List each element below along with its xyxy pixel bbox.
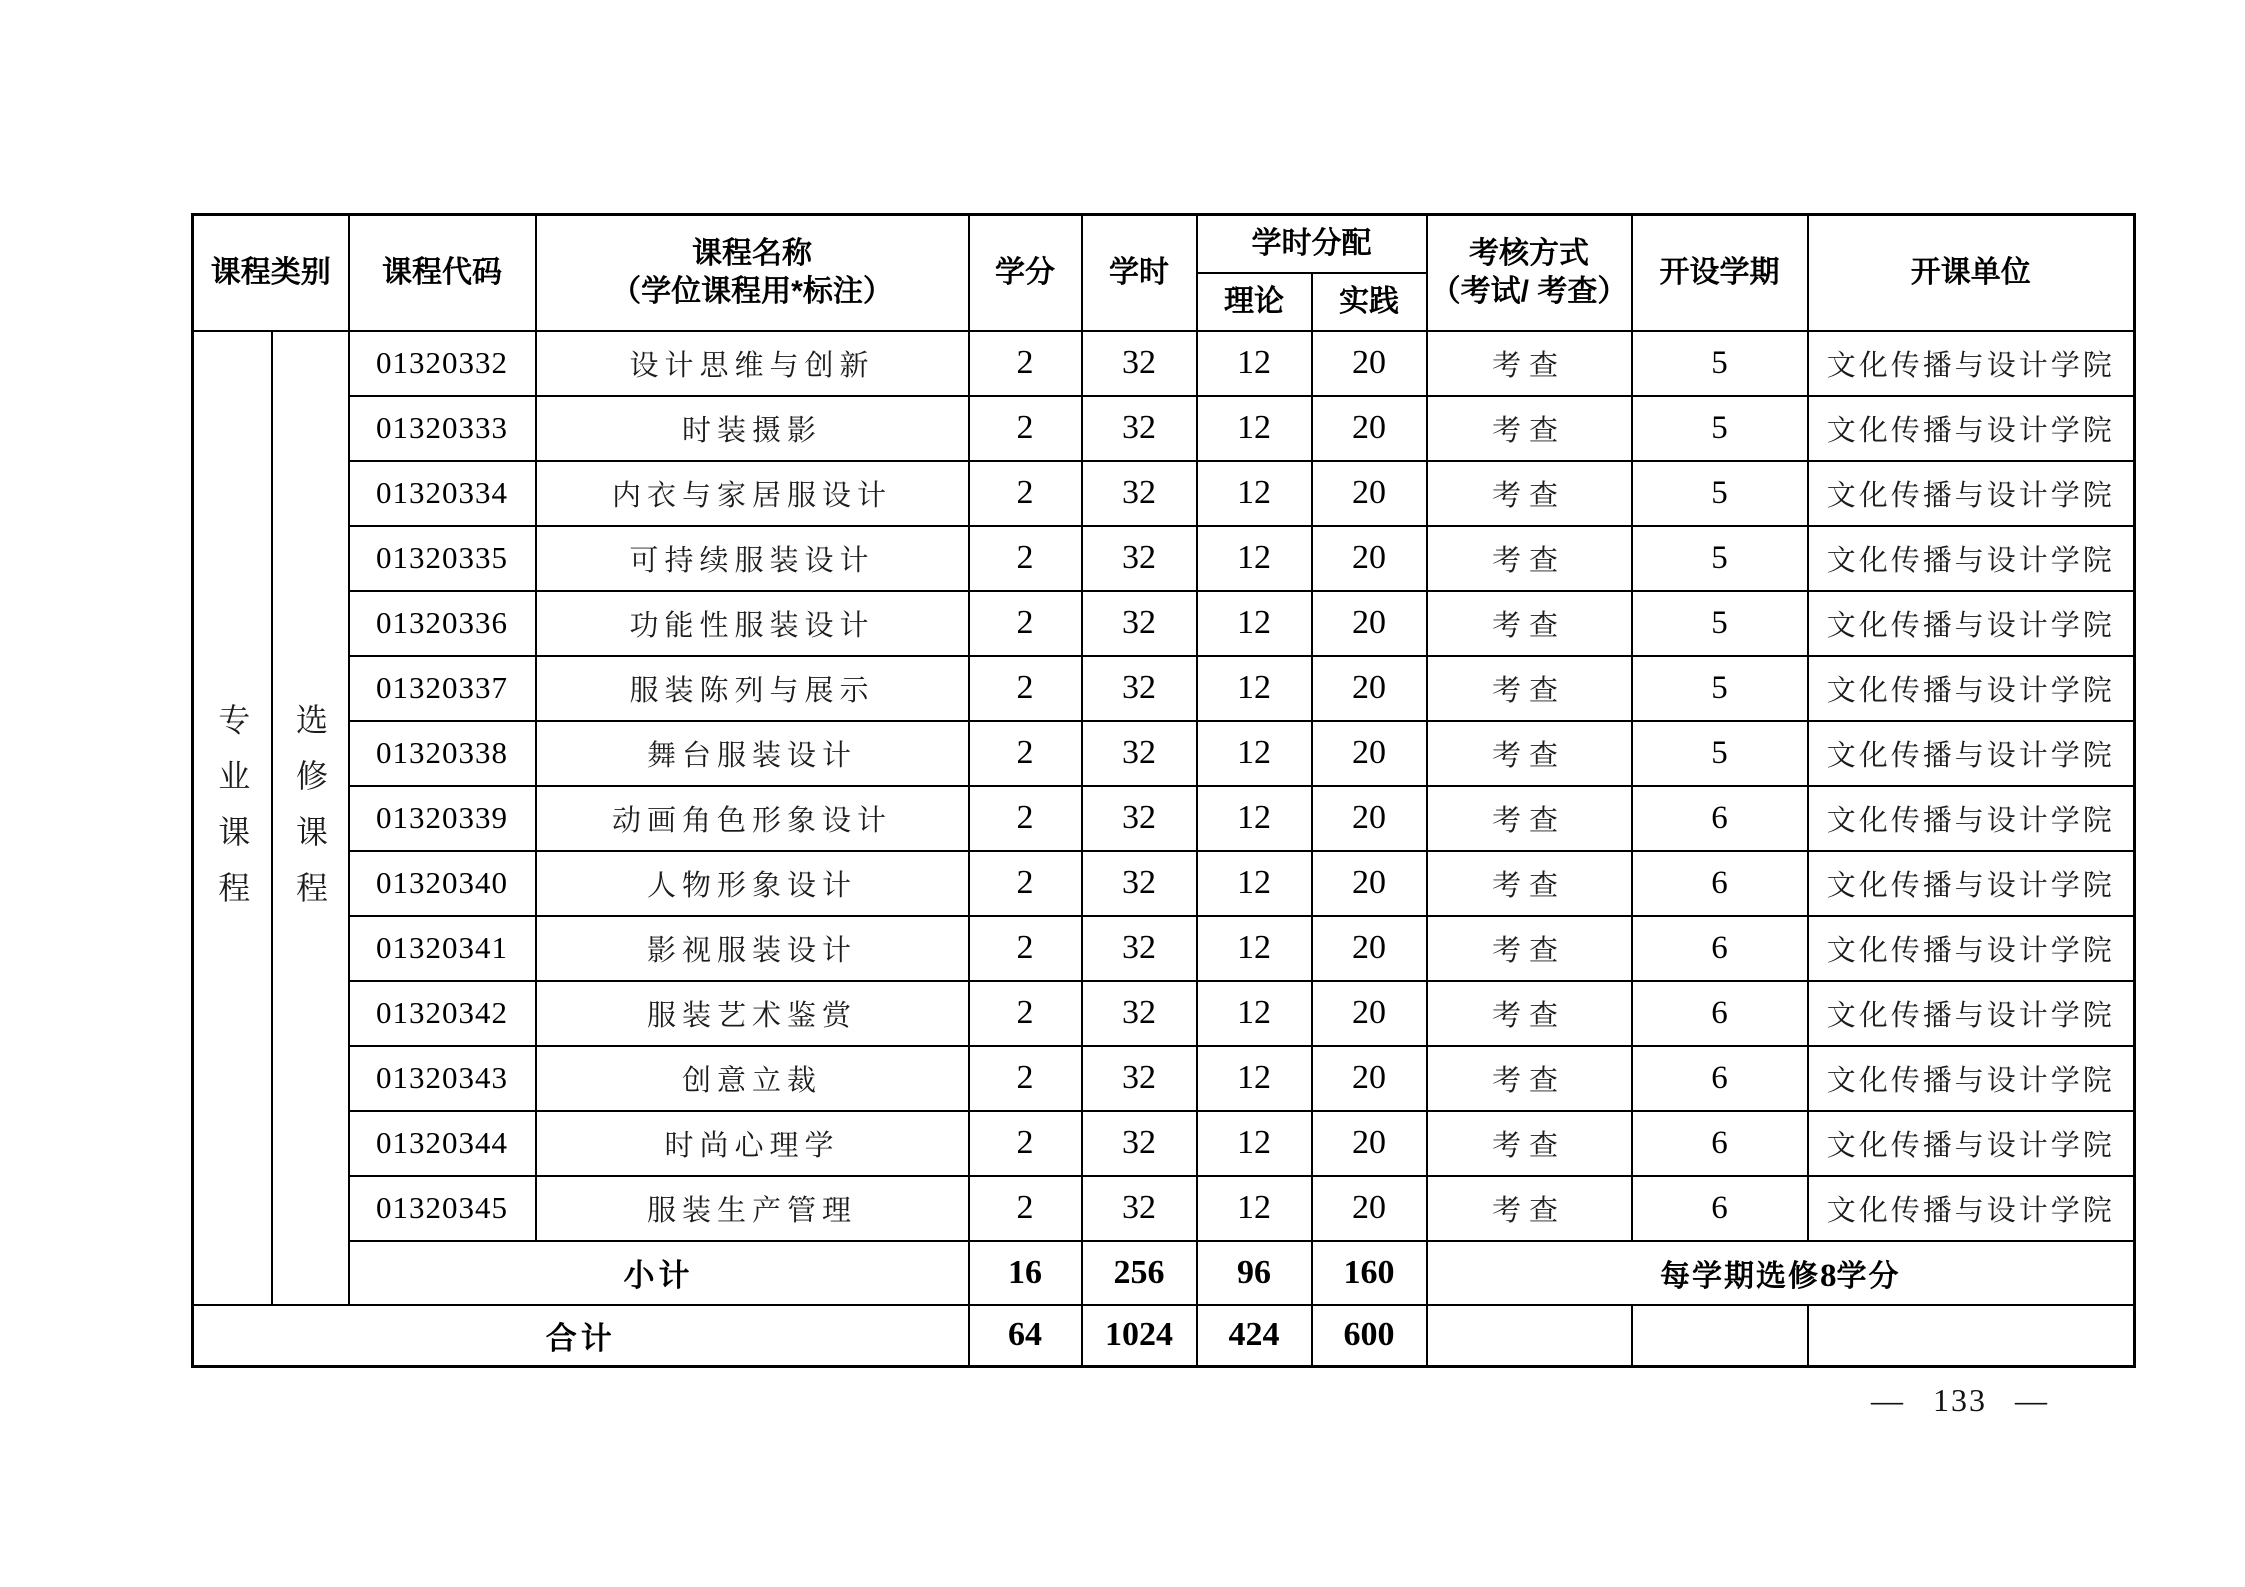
theory-cell: 12 xyxy=(1197,461,1312,526)
assessment-cell: 考查 xyxy=(1427,1111,1632,1176)
header-course-code: 课程代码 xyxy=(349,215,536,331)
hours-cell: 32 xyxy=(1082,1176,1197,1241)
course-row xyxy=(193,916,2135,981)
semester-cell: 5 xyxy=(1632,461,1808,526)
credits-cell: 2 xyxy=(969,396,1082,461)
total-assessment-empty-cell xyxy=(1427,1305,1632,1367)
course-code-cell: 01320339 xyxy=(349,786,536,851)
theory-cell: 12 xyxy=(1197,1111,1312,1176)
header-category: 课程类别 xyxy=(193,215,349,331)
semester-cell: 5 xyxy=(1632,591,1808,656)
unit-cell: 文化传播与设计学院 xyxy=(1808,396,2135,461)
header-course-name xyxy=(536,215,969,331)
total-row xyxy=(193,1305,2135,1367)
course-name-cell: 舞台服装设计 xyxy=(536,721,969,786)
subtotal-hours-cell: 256 xyxy=(1082,1241,1197,1305)
hours-cell: 32 xyxy=(1082,851,1197,916)
unit-cell: 文化传播与设计学院 xyxy=(1808,1046,2135,1111)
header-practice: 实践 xyxy=(1312,273,1427,331)
hours-cell: 32 xyxy=(1082,331,1197,396)
practice-cell: 20 xyxy=(1312,1046,1427,1111)
header-assessment-line2: （考试/ 考查） xyxy=(1430,274,1628,308)
subtotal-theory-cell: 96 xyxy=(1197,1241,1312,1305)
semester-cell: 6 xyxy=(1632,981,1808,1046)
credits-cell: 2 xyxy=(969,1111,1082,1176)
credits-cell: 2 xyxy=(969,656,1082,721)
header-assessment xyxy=(1427,215,1632,331)
assessment-cell: 考查 xyxy=(1427,656,1632,721)
course-name-cell: 人物形象设计 xyxy=(536,851,969,916)
credits-cell: 2 xyxy=(969,916,1082,981)
theory-cell: 12 xyxy=(1197,981,1312,1046)
header-hours-allocation: 学时分配 xyxy=(1197,215,1427,273)
assessment-cell: 考查 xyxy=(1427,916,1632,981)
hours-cell: 32 xyxy=(1082,526,1197,591)
course-row xyxy=(193,656,2135,721)
practice-cell: 20 xyxy=(1312,786,1427,851)
course-row xyxy=(193,1176,2135,1241)
theory-cell: 12 xyxy=(1197,331,1312,396)
unit-cell: 文化传播与设计学院 xyxy=(1808,851,2135,916)
course-row xyxy=(193,526,2135,591)
practice-cell: 20 xyxy=(1312,981,1427,1046)
assessment-cell: 考查 xyxy=(1427,1176,1632,1241)
semester-cell: 6 xyxy=(1632,1111,1808,1176)
course-name-cell: 服装陈列与展示 xyxy=(536,656,969,721)
credits-cell: 2 xyxy=(969,331,1082,396)
practice-cell: 20 xyxy=(1312,526,1427,591)
assessment-cell: 考查 xyxy=(1427,461,1632,526)
header-assessment-line1: 考核方式 xyxy=(1469,237,1589,271)
course-code-cell: 01320345 xyxy=(349,1176,536,1241)
semester-cell: 5 xyxy=(1632,656,1808,721)
theory-cell: 12 xyxy=(1197,851,1312,916)
subtotal-note-credits: 8 xyxy=(1820,1257,1837,1294)
course-name-cell: 内衣与家居服设计 xyxy=(536,461,969,526)
assessment-cell: 考查 xyxy=(1427,786,1632,851)
header-theory: 理论 xyxy=(1197,273,1312,331)
course-name-cell: 服装艺术鉴赏 xyxy=(536,981,969,1046)
semester-cell: 5 xyxy=(1632,396,1808,461)
hours-cell: 32 xyxy=(1082,656,1197,721)
assessment-cell: 考查 xyxy=(1427,396,1632,461)
credits-cell: 2 xyxy=(969,591,1082,656)
practice-cell: 20 xyxy=(1312,721,1427,786)
assessment-cell: 考查 xyxy=(1427,721,1632,786)
category-primary-label: 专业课程 xyxy=(214,703,251,927)
theory-cell: 12 xyxy=(1197,1176,1312,1241)
practice-cell: 20 xyxy=(1312,656,1427,721)
semester-cell: 5 xyxy=(1632,331,1808,396)
course-name-cell: 功能性服装设计 xyxy=(536,591,969,656)
course-code-cell: 01320333 xyxy=(349,396,536,461)
semester-cell: 6 xyxy=(1632,1176,1808,1241)
total-credits-cell: 64 xyxy=(969,1305,1082,1367)
credits-cell: 2 xyxy=(969,526,1082,591)
header-course-name-line1: 课程名称 xyxy=(692,237,812,271)
total-theory-cell: 424 xyxy=(1197,1305,1312,1367)
unit-cell: 文化传播与设计学院 xyxy=(1808,981,2135,1046)
semester-cell: 6 xyxy=(1632,1046,1808,1111)
credits-cell: 2 xyxy=(969,981,1082,1046)
header-hours: 学时 xyxy=(1082,215,1197,331)
category-primary-cell xyxy=(193,331,272,1305)
course-name-cell: 动画角色形象设计 xyxy=(536,786,969,851)
course-code-cell: 01320338 xyxy=(349,721,536,786)
hours-cell: 32 xyxy=(1082,981,1197,1046)
hours-cell: 32 xyxy=(1082,591,1197,656)
semester-cell: 6 xyxy=(1632,786,1808,851)
course-name-cell: 影视服装设计 xyxy=(536,916,969,981)
credits-cell: 2 xyxy=(969,721,1082,786)
course-code-cell: 01320332 xyxy=(349,331,536,396)
hours-cell: 32 xyxy=(1082,1046,1197,1111)
course-code-cell: 01320335 xyxy=(349,526,536,591)
course-code-cell: 01320343 xyxy=(349,1046,536,1111)
assessment-cell: 考查 xyxy=(1427,1046,1632,1111)
header-semester: 开设学期 xyxy=(1632,215,1808,331)
course-row xyxy=(193,1046,2135,1111)
course-row xyxy=(193,591,2135,656)
subtotal-row xyxy=(193,1241,2135,1305)
theory-cell: 12 xyxy=(1197,656,1312,721)
theory-cell: 12 xyxy=(1197,721,1312,786)
category-secondary-label: 选修课程 xyxy=(292,703,328,927)
course-name-cell: 时装摄影 xyxy=(536,396,969,461)
unit-cell: 文化传播与设计学院 xyxy=(1808,461,2135,526)
practice-cell: 20 xyxy=(1312,461,1427,526)
unit-cell: 文化传播与设计学院 xyxy=(1808,786,2135,851)
credits-cell: 2 xyxy=(969,461,1082,526)
header-row-1 xyxy=(193,215,2135,273)
course-code-cell: 01320334 xyxy=(349,461,536,526)
unit-cell: 文化传播与设计学院 xyxy=(1808,916,2135,981)
course-name-cell: 设计思维与创新 xyxy=(536,331,969,396)
practice-cell: 20 xyxy=(1312,1176,1427,1241)
unit-cell: 文化传播与设计学院 xyxy=(1808,331,2135,396)
course-code-cell: 01320344 xyxy=(349,1111,536,1176)
unit-cell: 文化传播与设计学院 xyxy=(1808,721,2135,786)
hours-cell: 32 xyxy=(1082,721,1197,786)
course-row xyxy=(193,331,2135,396)
course-name-cell: 服装生产管理 xyxy=(536,1176,969,1241)
theory-cell: 12 xyxy=(1197,396,1312,461)
course-name-cell: 创意立裁 xyxy=(536,1046,969,1111)
course-code-cell: 01320336 xyxy=(349,591,536,656)
practice-cell: 20 xyxy=(1312,396,1427,461)
assessment-cell: 考查 xyxy=(1427,851,1632,916)
course-row xyxy=(193,396,2135,461)
course-row xyxy=(193,786,2135,851)
theory-cell: 12 xyxy=(1197,591,1312,656)
theory-cell: 12 xyxy=(1197,916,1312,981)
practice-cell: 20 xyxy=(1312,591,1427,656)
total-hours-cell: 1024 xyxy=(1082,1305,1197,1367)
assessment-cell: 考查 xyxy=(1427,981,1632,1046)
hours-cell: 32 xyxy=(1082,786,1197,851)
total-semester-empty-cell xyxy=(1632,1305,1808,1367)
credits-cell: 2 xyxy=(969,1046,1082,1111)
course-row xyxy=(193,461,2135,526)
course-row xyxy=(193,981,2135,1046)
semester-cell: 5 xyxy=(1632,526,1808,591)
curriculum-table xyxy=(191,213,2136,1368)
credits-cell: 2 xyxy=(969,786,1082,851)
theory-cell: 12 xyxy=(1197,786,1312,851)
semester-cell: 5 xyxy=(1632,721,1808,786)
semester-cell: 6 xyxy=(1632,916,1808,981)
header-unit: 开课单位 xyxy=(1808,215,2135,331)
credits-cell: 2 xyxy=(969,1176,1082,1241)
hours-cell: 32 xyxy=(1082,396,1197,461)
header-credits: 学分 xyxy=(969,215,1082,331)
assessment-cell: 考查 xyxy=(1427,526,1632,591)
course-code-cell: 01320342 xyxy=(349,981,536,1046)
course-row xyxy=(193,721,2135,786)
header-course-name-line2: （学位课程用*标注） xyxy=(611,274,893,308)
assessment-cell: 考查 xyxy=(1427,591,1632,656)
unit-cell: 文化传播与设计学院 xyxy=(1808,591,2135,656)
category-secondary-cell xyxy=(272,331,349,1305)
course-row xyxy=(193,1111,2135,1176)
practice-cell: 20 xyxy=(1312,851,1427,916)
subtotal-practice-cell: 160 xyxy=(1312,1241,1427,1305)
course-code-cell: 01320341 xyxy=(349,916,536,981)
subtotal-note-prefix: 每学期选修 xyxy=(1660,1259,1820,1293)
subtotal-credits-cell: 16 xyxy=(969,1241,1082,1305)
practice-cell: 20 xyxy=(1312,331,1427,396)
total-unit-empty-cell xyxy=(1808,1305,2135,1367)
practice-cell: 20 xyxy=(1312,1111,1427,1176)
theory-cell: 12 xyxy=(1197,1046,1312,1111)
course-code-cell: 01320337 xyxy=(349,656,536,721)
course-row xyxy=(193,851,2135,916)
page-number: — 133 — xyxy=(1871,1382,2049,1418)
course-name-cell: 可持续服装设计 xyxy=(536,526,969,591)
course-code-cell: 01320340 xyxy=(349,851,536,916)
credits-cell: 2 xyxy=(969,851,1082,916)
unit-cell: 文化传播与设计学院 xyxy=(1808,1111,2135,1176)
course-name-cell: 时尚心理学 xyxy=(536,1111,969,1176)
semester-cell: 6 xyxy=(1632,851,1808,916)
hours-cell: 32 xyxy=(1082,916,1197,981)
theory-cell: 12 xyxy=(1197,526,1312,591)
hours-cell: 32 xyxy=(1082,461,1197,526)
total-practice-cell: 600 xyxy=(1312,1305,1427,1367)
unit-cell: 文化传播与设计学院 xyxy=(1808,1176,2135,1241)
subtotal-note-cell xyxy=(1427,1241,2135,1305)
unit-cell: 文化传播与设计学院 xyxy=(1808,526,2135,591)
subtotal-label-cell: 小计 xyxy=(349,1241,969,1305)
subtotal-note-suffix: 学分 xyxy=(1836,1259,1901,1293)
assessment-cell: 考查 xyxy=(1427,331,1632,396)
practice-cell: 20 xyxy=(1312,916,1427,981)
unit-cell: 文化传播与设计学院 xyxy=(1808,656,2135,721)
total-label-cell: 合计 xyxy=(193,1305,969,1367)
hours-cell: 32 xyxy=(1082,1111,1197,1176)
